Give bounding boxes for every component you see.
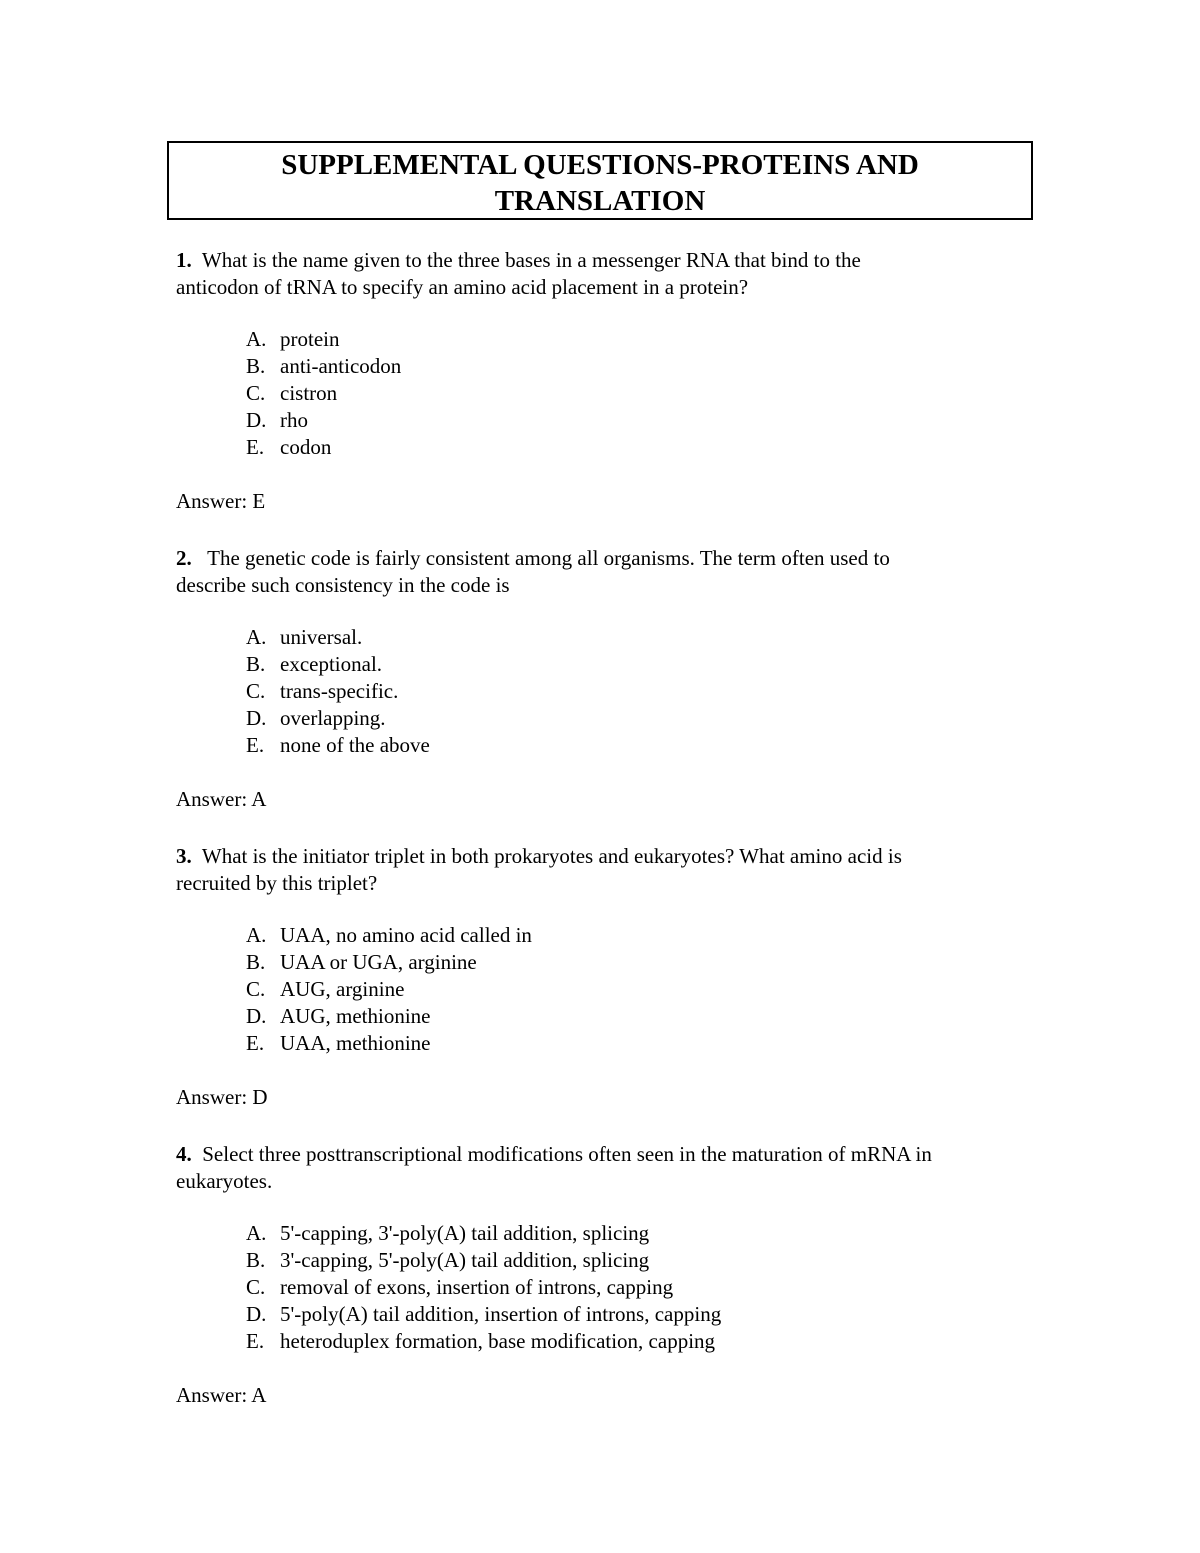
answer-text: Answer: E xyxy=(176,489,266,513)
option-letter: D. xyxy=(246,1004,267,1028)
option-text: trans-specific. xyxy=(280,679,399,703)
question-3 xyxy=(176,843,1036,1111)
option-text: UAA or UGA, arginine xyxy=(280,950,477,974)
option-text: rho xyxy=(280,408,308,432)
option-b xyxy=(176,353,1036,380)
question-text-line-2: eukaryotes. xyxy=(176,1169,273,1193)
option-text: cistron xyxy=(280,381,338,405)
question-text-line-1: What is the name given to the three bases in a messenger RNA that bind to the xyxy=(201,248,861,272)
option-d xyxy=(176,1003,1036,1030)
option-letter: E. xyxy=(246,1031,265,1055)
question-text-line-2: anticodon of tRNA to specify an amino acid placement in a protein? xyxy=(176,275,749,299)
option-e xyxy=(176,1030,1036,1057)
option-text: exceptional. xyxy=(280,652,383,676)
question-text-line-1: The genetic code is fairly consistent among all organisms. The term often used to xyxy=(207,546,890,570)
option-a xyxy=(176,1220,1036,1247)
question-stem xyxy=(176,545,1036,599)
title-box xyxy=(167,141,1033,220)
question-4 xyxy=(176,1141,1036,1409)
option-letter: A. xyxy=(246,1221,267,1245)
option-a xyxy=(176,922,1036,949)
option-text: overlapping. xyxy=(280,706,386,730)
option-b xyxy=(176,651,1036,678)
option-e xyxy=(176,1328,1036,1355)
option-c xyxy=(176,1274,1036,1301)
option-letter: A. xyxy=(246,923,267,947)
answer-text: Answer: D xyxy=(176,1085,268,1109)
option-c xyxy=(176,678,1036,705)
option-letter: B. xyxy=(246,652,266,676)
option-letter: C. xyxy=(246,381,266,405)
option-text: 5'-poly(A) tail addition, insertion of introns, capping xyxy=(280,1302,722,1326)
option-text: removal of exons, insertion of introns, capping xyxy=(280,1275,674,1299)
question-text-line-2: describe such consistency in the code is xyxy=(176,573,510,597)
option-letter: A. xyxy=(246,625,267,649)
question-stem xyxy=(176,247,1036,301)
option-list xyxy=(176,1220,1036,1355)
question-text-line-1: Select three posttranscriptional modifications often seen in the maturation of mRNA in xyxy=(202,1142,932,1166)
question-1 xyxy=(176,247,1036,515)
option-letter: E. xyxy=(246,1329,265,1353)
option-text: none of the above xyxy=(280,733,430,757)
question-2 xyxy=(176,545,1036,813)
option-e xyxy=(176,434,1036,461)
page-title-line-2: TRANSLATION xyxy=(494,185,706,217)
option-letter: C. xyxy=(246,1275,266,1299)
option-list xyxy=(176,326,1036,461)
option-c xyxy=(176,976,1036,1003)
question-stem xyxy=(176,843,1036,897)
option-a xyxy=(176,624,1036,651)
option-letter: D. xyxy=(246,1302,267,1326)
option-letter: B. xyxy=(246,354,266,378)
option-text: UAA, no amino acid called in xyxy=(280,923,532,947)
option-c xyxy=(176,380,1036,407)
option-letter: D. xyxy=(246,706,267,730)
option-text: codon xyxy=(280,435,332,459)
question-number: 1. xyxy=(176,248,192,272)
option-letter: B. xyxy=(246,1248,266,1272)
question-number: 2. xyxy=(176,546,192,570)
option-letter: B. xyxy=(246,950,266,974)
option-e xyxy=(176,732,1036,759)
option-d xyxy=(176,705,1036,732)
option-b xyxy=(176,949,1036,976)
question-text-line-1: What is the initiator triplet in both prokaryotes and eukaryotes? What amino acid is xyxy=(201,844,902,868)
option-letter: C. xyxy=(246,679,266,703)
option-text: UAA, methionine xyxy=(280,1031,431,1055)
option-text: heteroduplex formation, base modification, capping xyxy=(280,1329,716,1353)
option-letter: E. xyxy=(246,733,265,757)
option-letter: D. xyxy=(246,408,267,432)
option-text: AUG, methionine xyxy=(280,1004,431,1028)
answer-text: Answer: A xyxy=(176,1383,267,1407)
option-list xyxy=(176,624,1036,759)
option-list xyxy=(176,922,1036,1057)
option-text: 3'-capping, 5'-poly(A) tail addition, splicing xyxy=(280,1248,650,1272)
option-letter: C. xyxy=(246,977,266,1001)
option-d xyxy=(176,407,1036,434)
question-stem xyxy=(176,1141,1036,1195)
option-text: AUG, arginine xyxy=(280,977,405,1001)
option-b xyxy=(176,1247,1036,1274)
option-text: 5'-capping, 3'-poly(A) tail addition, splicing xyxy=(280,1221,650,1245)
option-letter: A. xyxy=(246,327,267,351)
question-text-line-2: recruited by this triplet? xyxy=(176,871,378,895)
option-a xyxy=(176,326,1036,353)
question-number: 3. xyxy=(176,844,192,868)
option-text: universal. xyxy=(280,625,363,649)
option-text: protein xyxy=(280,327,340,351)
answer-text: Answer: A xyxy=(176,787,267,811)
option-d xyxy=(176,1301,1036,1328)
option-text: anti-anticodon xyxy=(280,354,402,378)
page-title-line-1: SUPPLEMENTAL QUESTIONS-PROTEINS AND xyxy=(281,149,919,181)
option-letter: E. xyxy=(246,435,265,459)
question-number: 4. xyxy=(176,1142,192,1166)
